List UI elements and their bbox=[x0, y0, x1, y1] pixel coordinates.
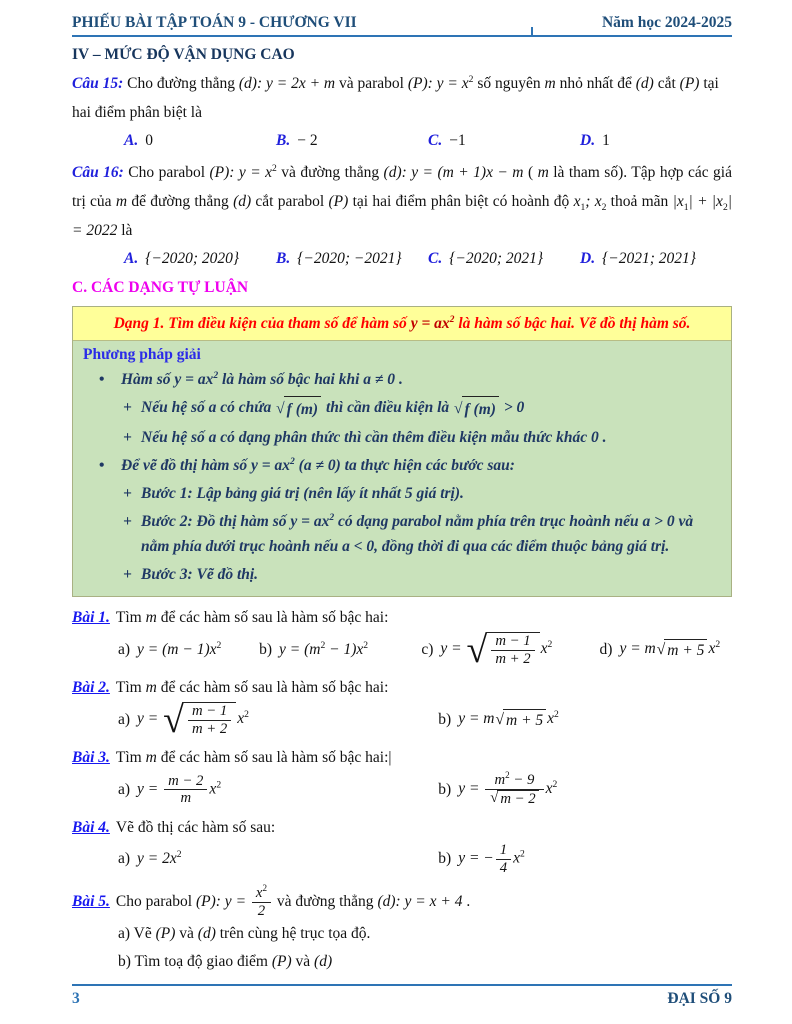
item-text: Vẽ (P) và (d) trên cùng hệ trục tọa độ. bbox=[133, 925, 371, 943]
exercise-5-item-a: a) Vẽ (P) và (d) trên cùng hệ trục tọa độ. bbox=[118, 925, 371, 943]
exercise-5-heading bbox=[72, 885, 732, 919]
section-heading-iv: IV – MỨC ĐỘ VẬN DỤNG CAO bbox=[72, 46, 295, 63]
exercise-item: a) y = √ $\frac{m - 1}{m + 2}$ $x^2$ bbox=[118, 698, 249, 741]
formula: $y = 2x^2$ bbox=[137, 849, 182, 868]
option-value: {−2020; 2021} bbox=[449, 249, 544, 267]
formula: y = − $\frac{1}{4}$ $x^2$ bbox=[458, 842, 525, 876]
formula: y = m √ m + 5 $x^2$ bbox=[619, 638, 720, 661]
exercise-4-items bbox=[118, 842, 732, 876]
header-rule-tick bbox=[531, 27, 533, 36]
formula: y = $m^2 - 9$ √ m − 2 $x^2$ bbox=[458, 770, 558, 807]
option-a bbox=[124, 129, 276, 152]
question-16-label: Câu 16: bbox=[72, 163, 124, 181]
question-16-options bbox=[124, 247, 732, 270]
header-title: PHIẾU BÀI TẬP TOÁN 9 - CHƯƠNG VII bbox=[72, 14, 357, 31]
plus-marker: + bbox=[123, 484, 132, 502]
formula: $y = (m - 1)x^2$ bbox=[137, 639, 222, 659]
method-item: + Bước 2: Đồ thị hàm số $y = ax^2$ có dạng parabol nằm phía trên trục hoành nếu a > 0 và nằm phía dưới trục hoành nếu a < 0, đồng thời đi qua các điểm thuộc bảng giá trị. bbox=[83, 509, 721, 559]
exercise-item: a) $y = 2x^2$ bbox=[118, 844, 432, 874]
exercise-4-heading bbox=[72, 816, 732, 840]
option-b bbox=[276, 247, 428, 270]
exercise-item: c) y = √ $\frac{m - 1}{m + 2}$ $x^2$ bbox=[421, 628, 553, 671]
plus-marker: + bbox=[123, 428, 132, 446]
formula: y = m √ m + 5 $x^2$ bbox=[458, 708, 559, 731]
item-text: Tìm toạ độ giao điểm (P) và (d) bbox=[134, 952, 333, 970]
exercise-item: b) y = m √ m + 5 $x^2$ bbox=[438, 705, 732, 735]
option-value: 0 bbox=[145, 132, 153, 150]
option-b bbox=[276, 129, 428, 152]
exercise-item: a) $y = (m - 1)x^2$ bbox=[118, 635, 253, 665]
option-letter: D. bbox=[580, 132, 596, 150]
question-16-text: Cho parabol (P): $y = x^2$ và đường thẳng (d): y = (m + 1)x − m ( m là tham số). Tập hợp các giá trị của m để đường thẳng (d) cắt parabol (P) tại hai điểm phân biệt có hoành độ $x_1$; $x_2$ thoả mãn $|x_1| + |x_2| = 2022$ là bbox=[72, 162, 733, 239]
exercise-intro: Vẽ đồ thị các hàm số sau: bbox=[115, 819, 276, 837]
option-value: {−2020; 2020} bbox=[145, 249, 240, 267]
bullet-marker: • bbox=[99, 371, 105, 389]
question-15 bbox=[72, 69, 732, 127]
option-value: 1 bbox=[602, 132, 610, 150]
exercise-item: b) $y = (m^2 - 1)x^2$ bbox=[259, 635, 415, 665]
option-letter: D. bbox=[580, 249, 596, 267]
option-value: −1 bbox=[449, 132, 466, 150]
option-letter: B. bbox=[276, 132, 291, 150]
exercise-3-items bbox=[118, 772, 732, 807]
method-item: • Để vẽ đồ thị hàm số $y = ax^2$ (a ≠ 0) ta thực hiện các bước sau: bbox=[83, 453, 721, 478]
option-c bbox=[428, 247, 580, 270]
exercise-label: Bài 1. bbox=[72, 609, 110, 627]
option-letter: B. bbox=[276, 249, 291, 267]
option-value: {−2021; 2021} bbox=[602, 249, 696, 267]
footer-book-title: ĐẠI SỐ 9 bbox=[667, 990, 732, 1007]
page-footer bbox=[72, 984, 732, 1008]
exercise-intro: Tìm m để các hàm số sau là hàm số bậc hai: bbox=[115, 609, 389, 627]
exercise-label: Bài 3. bbox=[72, 749, 110, 767]
method-item: + Nếu hệ số a có chứa √ f (m) thì cần điều kiện là √ f (m) > 0 bbox=[83, 395, 721, 421]
exercise-1-items bbox=[118, 628, 732, 671]
method-item: • Hàm số $y = ax^2$ là hàm số bậc hai khi a ≠ 0 . bbox=[83, 367, 721, 392]
exercise-label: Bài 5. bbox=[72, 892, 110, 910]
method-item: + Bước 1: Lập bảng giá trị (nên lấy ít nhất 5 giá trị). bbox=[83, 481, 721, 506]
option-a bbox=[124, 247, 276, 270]
option-letter: A. bbox=[124, 249, 139, 267]
question-15-text: Cho đường thẳng (d): y = 2x + m và parabol (P): $y = x^2$ số nguyên m nhỏ nhất để (d) cắt (P) tại hai điểm phân biệt là bbox=[72, 73, 719, 122]
option-c bbox=[428, 129, 580, 152]
formula: y = $\frac{m - 2}{m}$ $x^2$ bbox=[137, 772, 222, 807]
exercise-label: Bài 2. bbox=[72, 679, 110, 697]
plus-marker: + bbox=[123, 399, 132, 417]
option-letter: C. bbox=[428, 132, 443, 150]
exercise-2-items bbox=[118, 698, 732, 741]
dang1-method bbox=[73, 341, 731, 596]
question-15-label: Câu 15: bbox=[72, 75, 124, 92]
exercise-item: d) y = m √ m + 5 $x^2$ bbox=[600, 635, 732, 665]
page-header bbox=[72, 14, 732, 37]
option-d bbox=[580, 129, 732, 152]
header-year: Năm học 2024-2025 bbox=[601, 14, 732, 31]
exercise-intro: Tìm m để các hàm số sau là hàm số bậc hai:| bbox=[115, 749, 392, 767]
plus-marker: + bbox=[123, 513, 132, 531]
method-heading: Phương pháp giải bbox=[83, 346, 201, 364]
formula: $y = (m^2 - 1)x^2$ bbox=[279, 639, 369, 659]
option-value: − 2 bbox=[297, 132, 318, 150]
exercise-3-heading bbox=[72, 746, 732, 770]
exercise-intro: Tìm m để các hàm số sau là hàm số bậc hai: bbox=[115, 679, 389, 697]
option-letter: A. bbox=[124, 132, 139, 150]
page-number: 3 bbox=[72, 990, 80, 1007]
method-item: + Bước 3: Vẽ đồ thị. bbox=[83, 562, 721, 587]
question-16 bbox=[72, 158, 732, 245]
formula: y = √ $\frac{m - 1}{m + 2}$ $x^2$ bbox=[440, 628, 553, 671]
exercise-5-item-b: b) Tìm toạ độ giao điểm (P) và (d) bbox=[118, 952, 333, 970]
exercise-label: Bài 4. bbox=[72, 819, 110, 837]
exercise-item: b) y = $m^2 - 9$ √ m − 2 $x^2$ bbox=[438, 770, 558, 807]
question-15-options bbox=[124, 129, 732, 152]
exercise-item: a) y = $\frac{m - 2}{m}$ $x^2$ bbox=[118, 772, 222, 807]
dang1-box bbox=[72, 306, 732, 597]
dang1-title: Dạng 1. Tìm điều kiện của tham số để hàm số $y = ax^2$ là hàm số bậc hai. Vẽ đồ thị hàm số. bbox=[73, 307, 731, 341]
plus-marker: + bbox=[123, 566, 132, 584]
option-d bbox=[580, 247, 732, 270]
exercise-1-heading bbox=[72, 606, 732, 630]
option-letter: C. bbox=[428, 249, 443, 267]
exercise-item: b) y = − $\frac{1}{4}$ $x^2$ bbox=[438, 842, 525, 876]
bullet-marker: • bbox=[99, 456, 105, 474]
formula: y = √ $\frac{m - 1}{m + 2}$ $x^2$ bbox=[137, 698, 249, 741]
exercise-intro: Cho parabol (P): y = $\frac{x^2}{2}$ và đường thẳng (d): y = x + 4 . bbox=[115, 883, 471, 919]
option-value: {−2020; −2021} bbox=[297, 249, 402, 267]
exercise-2-heading bbox=[72, 676, 732, 700]
section-heading-tu-luan: C. CÁC DẠNG TỰ LUẬN bbox=[72, 279, 249, 297]
method-item: + Nếu hệ số a có dạng phân thức thì cần thêm điều kiện mẫu thức khác 0 . bbox=[83, 425, 721, 450]
